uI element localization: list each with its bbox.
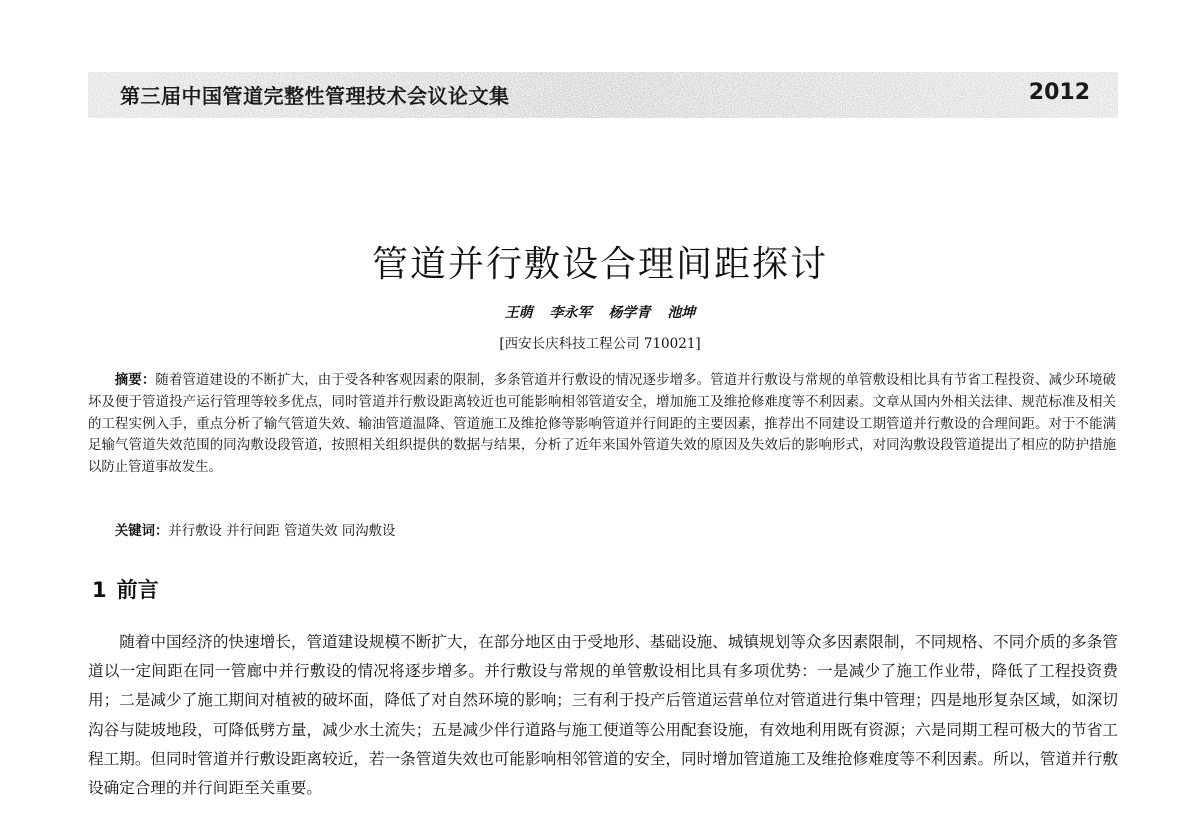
body-paragraph: 随着中国经济的快速增长，管道建设规模不断扩大，在部分地区由于受地形、基础设施、城镇规划等众多因素限制，不同规格、不同介质的多条管道以一定间距在同一管廊中并行敷设的情况将逐步增多。并行敷设与常规的单管敷设相比具有多项优势：一是减少了施工作业带，降低了工程投资费用；二是减少了施工期间对植被的破坏面，降低了对自然环境的影响；三有利于投产后管道运营单位对管道进行集中管理；四是地形复杂区域，如深切沟谷与陡坡地段，可降低劈方量，减少水土流失；五是减少伴行道路与施工便道等公用配套设施，有效地利用既有资源；六是同期工程可极大的节省工程工期。但同时管道并行敷设距离较近，若一条管道失效也可能影响相邻管道的安全，同时增加管道施工及维抢修难度等不利因素。所以，管道并行敷设确定合理的并行间距至关重要。 [88,633,1118,798]
author: 池坤 [667,305,696,321]
running-header [88,72,1118,118]
abstract-label: 摘要： [114,373,156,388]
section-title: 前言 [116,578,159,602]
affiliation: [西安长庆科技工程公司 710021] [499,336,701,352]
author: 王萌 [504,305,533,321]
author: 杨学青 [608,305,651,321]
keywords-text: 并行敷设 并行间距 管道失效 同沟敷设 [168,524,396,539]
author: 李永军 [549,305,592,321]
keywords [88,521,1116,543]
keywords-label: 关键词： [114,524,169,539]
paper-title: 管道并行敷设合理间距探讨 [371,244,828,285]
section-number: 1 [92,578,107,602]
abstract-text: 随着管道建设的不断扩大，由于受各种客观因素的限制，多条管道并行敷设的情况逐步增多。管道并行敷设与常规的单管敷设相比具有节省工程投资、减少环境破坏及便于管道投产运行管理等较多优点，同时管道并行敷设距离较近也可能影响相邻管道安全，增加施工及维抢修难度等不利因素。文章从国内外相关法律、规范标准及相关的工程实例入手，重点分析了输气管道失效、输油管道温降、管道施工及维抢修等影响管道并行间距的主要因素，推荐出不同建设工期管道并行敷设的合理间距。对于不能满足输气管道失效范围的同沟敷设段管道，按照相关组织提供的数据与结果，分析了近年来国外管道失效的原因及失效后的影响形式，对同沟敷设段管道提出了相应的防护措施以防止管道事故发生。 [88,373,1117,476]
conference-year: 2012 [1028,80,1090,105]
author-list [0,302,1200,322]
abstract [88,370,1116,479]
conference-name: 第三届中国管道完整性管理技术会议论文集 [120,84,510,108]
section-heading [92,574,159,604]
